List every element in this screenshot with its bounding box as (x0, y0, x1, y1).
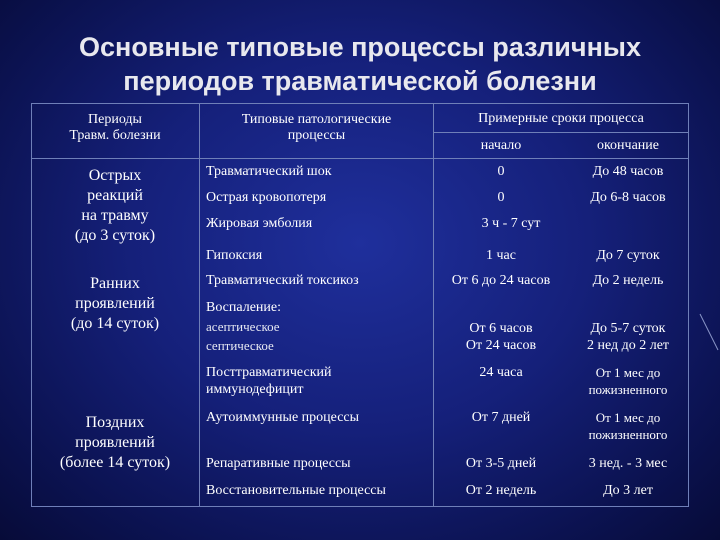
end-cell: До 48 часов (592, 164, 664, 179)
page-title (0, 30, 720, 98)
process-cell: Травматический токсикоз (206, 273, 359, 288)
subheader-divider (433, 132, 688, 133)
end-cell (568, 364, 688, 398)
end-line: пожизненного (588, 427, 668, 442)
process-cell (206, 364, 332, 398)
end-line: От 1 мес до (595, 365, 661, 380)
start-cell: 1 час (486, 248, 516, 263)
process-cell: Восстановительные процессы (206, 483, 386, 498)
end-cell (568, 409, 688, 443)
period-early (31, 274, 199, 334)
period-line: Ранних (90, 275, 140, 292)
start-cell: 0 (497, 164, 505, 179)
start-cell (434, 320, 568, 354)
period-acute (31, 166, 199, 246)
process-cell: Аутоиммунные процессы (206, 410, 360, 425)
process-cell: Острая кровопотеря (206, 190, 327, 205)
period-line: Острых (88, 167, 142, 184)
end-line: От 1 мес до (595, 410, 661, 425)
header-processes-line-1: Типовые патологические (241, 112, 392, 127)
process-cell: Травматический шок (206, 164, 332, 179)
start-cell: От 2 недель (465, 483, 537, 498)
period-line: (до 3 суток) (74, 227, 156, 244)
header-timing: Примерные сроки процесса (478, 111, 644, 126)
end-cell: До 3 лет (603, 483, 653, 498)
period-line: проявлений (75, 295, 155, 312)
header-periods-line-1: Периоды (88, 112, 142, 127)
start-cell: От 6 до 24 часов (451, 273, 551, 288)
period-line: реакций (87, 187, 143, 204)
process-line: иммунодефицит (206, 382, 304, 397)
column-divider (199, 103, 200, 506)
end-cell: До 6-8 часов (590, 190, 666, 205)
end-line: До 5-7 суток (590, 321, 666, 336)
process-subcell: асептическое (206, 319, 280, 334)
period-line: на травму (81, 207, 149, 224)
process-cell: Воспаление: (206, 300, 282, 315)
period-late (31, 413, 199, 473)
period-line: проявлений (75, 434, 155, 451)
start-cell: 0 (497, 190, 505, 205)
title-line-2: периодов травматической болезни (123, 66, 597, 96)
start-cell: От 3-5 дней (465, 456, 537, 471)
process-cell: Гипоксия (206, 248, 263, 263)
start-line: От 24 часов (465, 338, 537, 353)
process-subcell: септическое (206, 338, 274, 353)
end-cell: До 7 суток (596, 248, 660, 263)
period-line: (более 14 суток) (59, 454, 171, 471)
span-cell: 3 ч - 7 сут (481, 216, 541, 231)
period-line: (до 14 суток) (70, 315, 160, 332)
start-cell: От 7 дней (471, 410, 531, 425)
start-line: От 6 часов (469, 321, 533, 336)
end-cell: 3 нед. - 3 мес (588, 456, 668, 471)
header-end: окончание (596, 138, 660, 153)
header-divider (31, 158, 688, 159)
header-periods (31, 112, 199, 144)
process-cell: Жировая эмболия (206, 216, 313, 231)
start-cell: 24 часа (479, 365, 523, 380)
title-line-1: Основные типовые процессы различных (79, 32, 641, 62)
end-cell (568, 320, 688, 354)
end-line: пожизненного (588, 382, 668, 397)
decorative-line (698, 312, 720, 352)
period-line: Поздних (85, 414, 145, 431)
end-cell: До 2 недель (592, 273, 664, 288)
header-periods-line-2: Травм. болезни (69, 128, 161, 143)
header-start: начало (480, 138, 522, 153)
process-line: Посттравматический (206, 365, 332, 380)
process-cell: Репаративные процессы (206, 456, 351, 471)
header-processes-line-2: процессы (287, 128, 346, 143)
end-line: 2 нед до 2 лет (586, 338, 670, 353)
header-processes (200, 112, 433, 144)
